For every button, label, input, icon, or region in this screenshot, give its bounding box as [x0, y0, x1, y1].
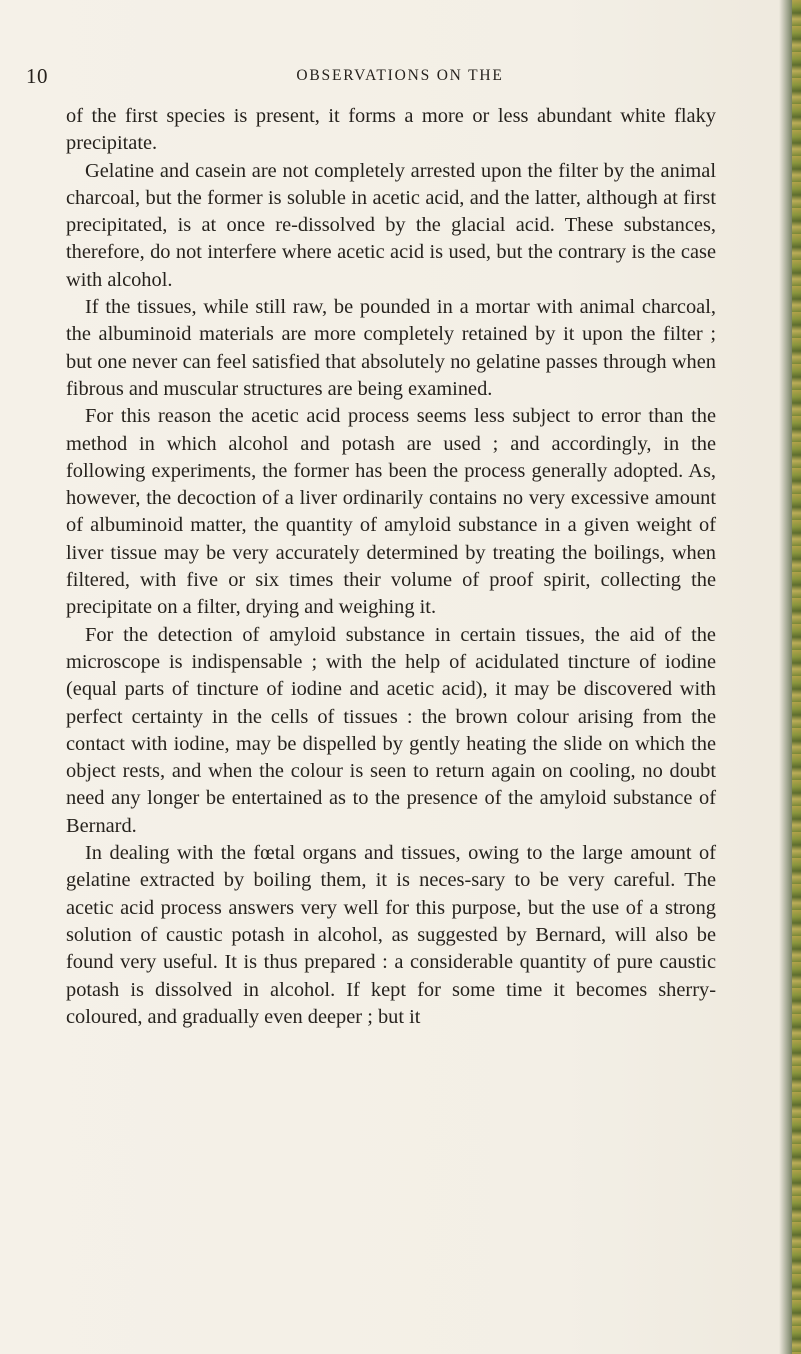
paragraph-tissues-raw: If the tissues, while still raw, be pounded in a mortar with animal charcoal, the albuminoid materials are more completely retained by it upon the filter ; but one never can feel satisfied that absolutely no gelatine passes through when fibrous and muscular structures are being examined. — [66, 296, 716, 400]
page-number: 10 — [26, 64, 48, 88]
paragraph-acetic-acid-process: For this reason the acetic acid process seems less subject to error than the method in which alcohol and potash are used ; and accordingly, in the following experiments, the former has been the process generally adopted. As, however, the decoction of a liver ordinarily contains no very excessive amount of albuminoid matter, the quantity of amyloid substance in a given weight of liver tissue may be very accurately determined by treating the boilings, when filtered, with five or six times their volume of proof spirit, collecting the precipitate on a filter, drying and weighing it. — [66, 405, 716, 619]
book-edge-strip — [792, 0, 801, 1354]
running-title: OBSERVATIONS ON THE — [296, 67, 504, 84]
paragraph-gelatine-casein: Gelatine and casein are not completely arrested upon the filter by the animal charcoal, but the former is soluble in acetic acid, and the latter, although at first precipitated, is at once re-dissolved by the glacial acid. These substances, therefore, do not interfere where acetic acid is used, but the contrary is the case with alcohol. — [66, 159, 716, 291]
paragraph-foetal-organs: In dealing with the fœtal organs and tissues, owing to the large amount of gelatine extracted by boiling them, it is neces-sary to be very careful. The acetic acid process answers very well for this purpose, but the use of a strong solution of caustic potash in alcohol, as suggested by Bernard, will also be found very useful. It is thus prepared : a considerable quantity of pure caustic potash is dissolved in alcohol. If kept for some time it becomes sherry-coloured, and gradually even deeper ; but it — [66, 842, 716, 1028]
running-header — [0, 64, 760, 88]
paragraph-microscope-detection: For the detection of amyloid substance in certain tissues, the aid of the microscope is indispensable ; with the help of acidulated tincture of iodine (equal parts of tincture of iodine and acetic acid), it may be discovered with perfect certainty in the cells of tissues : the brown colour arising from the contact with iodine, may be dispelled by gently heating the slide on which the object rests, and when the colour is seen to return again on cooling, no doubt need any longer be entertained as to the presence of the amyloid substance of Bernard. — [66, 623, 716, 837]
paragraph-continuation: of the first species is present, it forms a more or less abundant white flaky precipitate. — [66, 105, 716, 155]
body-text — [66, 103, 716, 1031]
